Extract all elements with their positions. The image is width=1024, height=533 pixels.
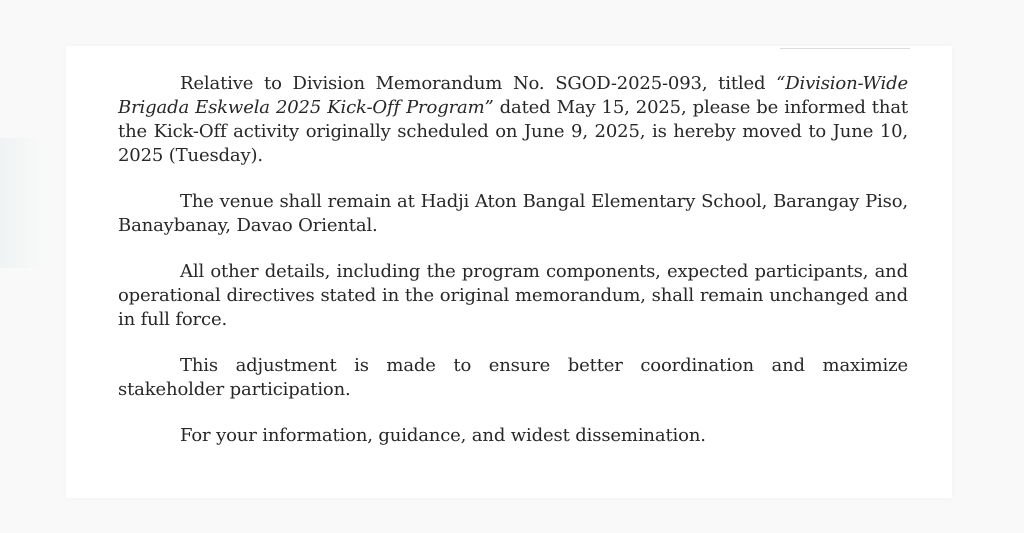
scan-shadow (0, 138, 44, 268)
reference-text: Relative to Division Memorandum No. SGOD-2025-093, titled (180, 73, 777, 94)
memorandum-paragraph-details: All other details, including the program components, expected participants, and operational directives stated in the original memorandum, shall remain unchanged and in full force. (118, 261, 908, 330)
memorandum-body (118, 72, 908, 448)
memorandum-paragraph-venue: The venue shall remain at Hadji Aton Bangal Elementary School, Barangay Piso, Banaybanay, Davao Oriental. (118, 191, 908, 236)
memorandum-paragraph-reference (118, 72, 908, 168)
referenced-memorandum-title: “Division-Wide Brigada Eskwela 2025 Kick-Off Program” (118, 73, 908, 118)
schedule-change-text: dated May 15, 2025, please be informed that the Kick-Off activity originally scheduled on June 9, 2025, is hereby moved to June 10, 2025 (Tuesday). (118, 97, 908, 166)
top-divider (780, 48, 910, 49)
memorandum-paragraph-purpose: This adjustment is made to ensure better coordination and maximize stakeholder participation. (118, 355, 908, 400)
memorandum-paragraph-dissemination: For your information, guidance, and widest dissemination. (180, 425, 706, 446)
